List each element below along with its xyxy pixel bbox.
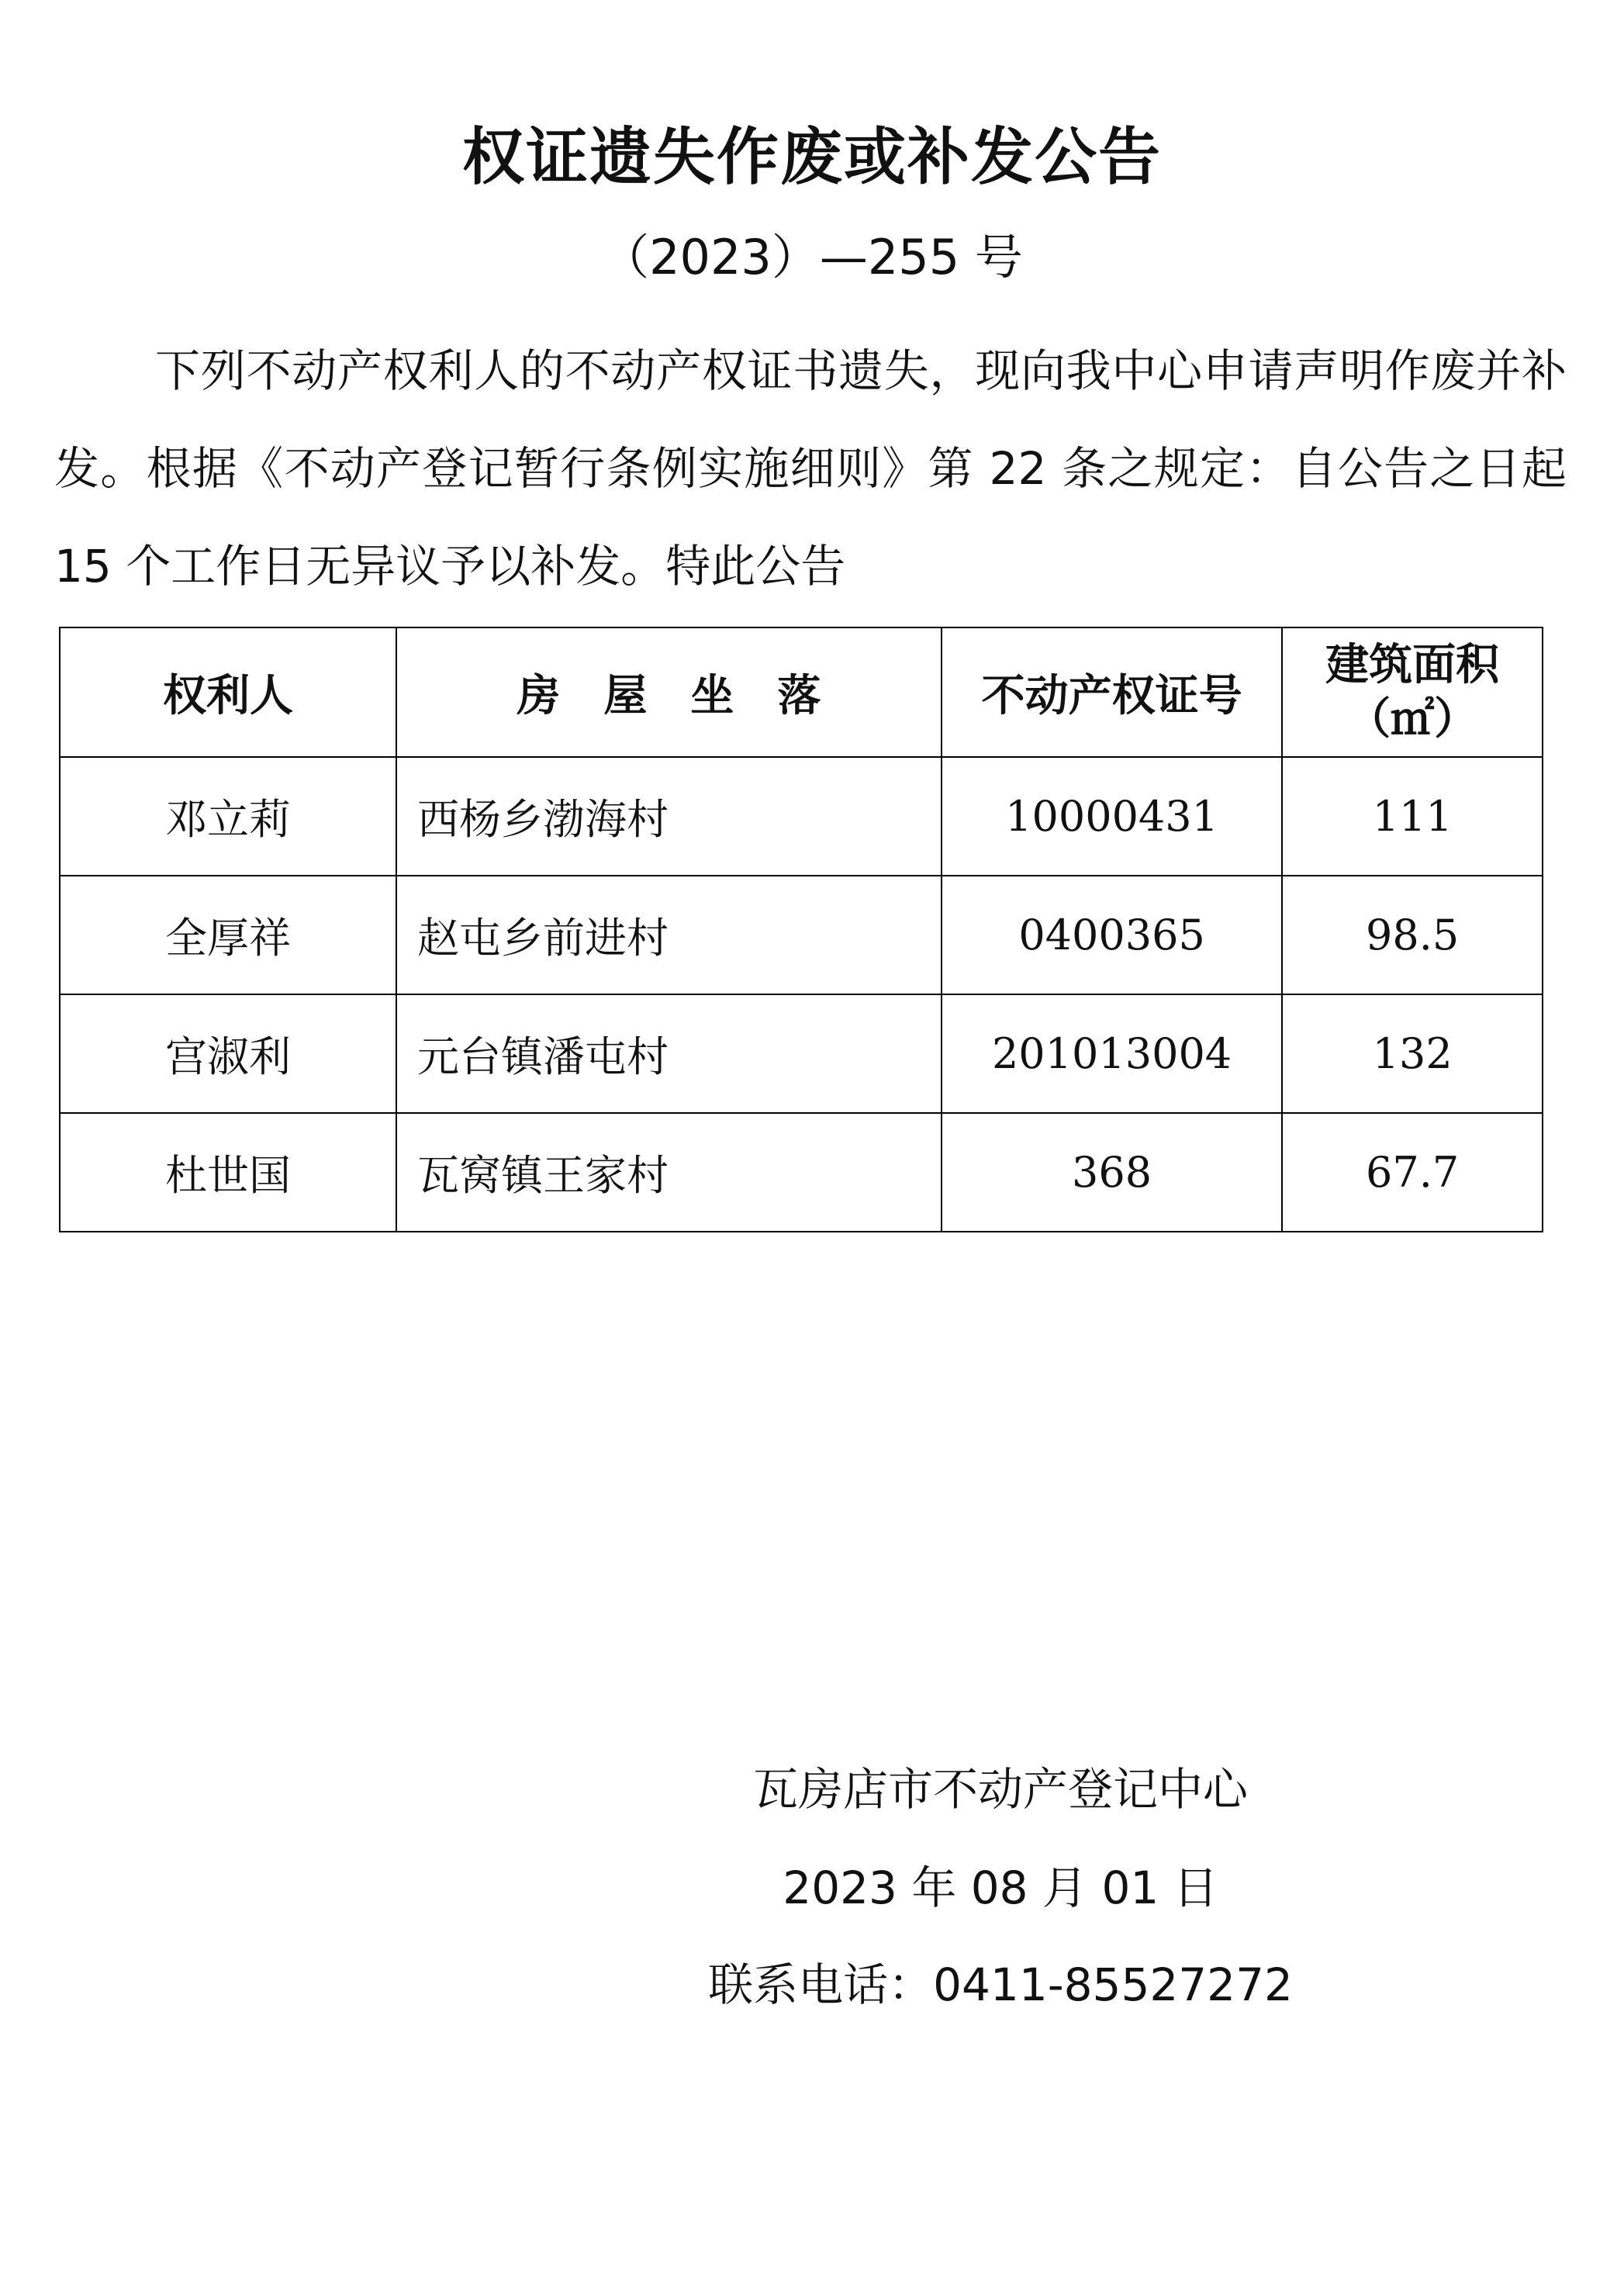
cell-area: 67.7: [1282, 1113, 1543, 1232]
cell-cert-no: 368: [942, 1113, 1283, 1232]
cell-area: 111: [1282, 757, 1543, 876]
announcement-title: 权证遗失作废或补发公告: [462, 121, 1162, 193]
cell-location: 瓦窝镇王家村: [396, 1113, 942, 1232]
table-row: [60, 1113, 1543, 1232]
records-table: [59, 627, 1543, 1232]
issue-date: 2023 年 08 月 01 日: [783, 1861, 1218, 1914]
contact-phone: 联系电话：0411-85527272: [708, 1958, 1293, 2011]
cell-cert-no: 10000431: [942, 757, 1283, 876]
cell-location: 赵屯乡前进村: [396, 876, 942, 994]
cell-owner: 邓立莉: [60, 757, 396, 876]
cell-location: 元台镇潘屯村: [396, 994, 942, 1113]
header-cert-no: 不动产权证号: [942, 627, 1283, 757]
issuer-name: 瓦房店市不动产登记中心: [752, 1763, 1248, 1816]
header-location: 房 屋 坐 落: [396, 627, 942, 757]
header-owner: 权利人: [60, 627, 396, 757]
body-paragraph: 下列不动产权利人的不动产权证书遗失，现向我中心申请声明作废并补发。根据《不动产登记暂行条例实施细则》第 22 条之规定：自公告之日起 15 个工作日无异议予以补发。特此公告: [54, 344, 1567, 593]
header-area-unit: （㎡）: [1347, 693, 1478, 745]
cell-area: 132: [1282, 994, 1543, 1113]
cell-area: 98.5: [1282, 876, 1543, 994]
table-header-row: [60, 627, 1543, 757]
header-area-line1: 建筑面积: [1325, 639, 1500, 690]
table-row: [60, 876, 1543, 994]
cell-owner: 全厚祥: [60, 876, 396, 994]
table-row: [60, 994, 1543, 1113]
cell-cert-no: 201013004: [942, 994, 1283, 1113]
cell-location: 西杨乡渤海村: [396, 757, 942, 876]
announcement-body: [54, 322, 1567, 615]
cell-owner: 杜世国: [60, 1113, 396, 1232]
header-area: [1282, 627, 1543, 757]
document-number: （2023）—255 号: [601, 229, 1023, 285]
cell-cert-no: 0400365: [942, 876, 1283, 994]
cell-owner: 宫淑利: [60, 994, 396, 1113]
table-row: [60, 757, 1543, 876]
